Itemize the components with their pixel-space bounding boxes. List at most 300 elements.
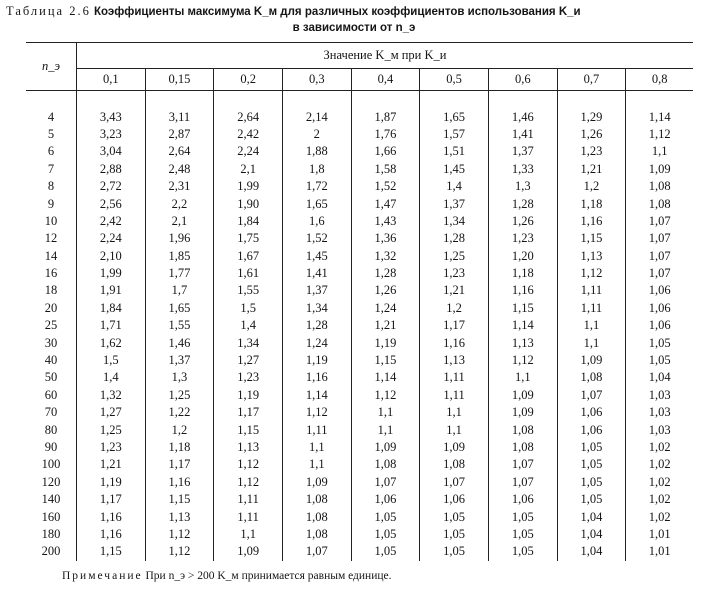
table-cell: 1,28 [351,265,420,282]
spacer-cell [77,91,146,109]
table-cell: 1,23 [557,143,626,160]
table-cell: 2,72 [77,178,146,195]
table-cell: 1,12 [557,265,626,282]
table-cell: 1,16 [557,213,626,230]
table-cell: 1,13 [145,508,214,525]
table-body [26,91,693,561]
table-cell: 1,04 [557,526,626,543]
table-cell: 1,20 [488,248,557,265]
table-cell: 1,61 [214,265,283,282]
table-cell: 2,88 [77,161,146,178]
row-label-ne: 80 [44,422,58,437]
table-cell: 1,85 [145,248,214,265]
table-row [26,508,693,525]
table-cell: 1,23 [77,439,146,456]
row-label-ne: 30 [44,335,58,350]
table-cell: 1,4 [420,178,489,195]
table-cell: 1,09 [488,404,557,421]
table-cell: 1,25 [145,387,214,404]
table-cell: 1,06 [351,491,420,508]
table-cell: 1,05 [420,508,489,525]
table-cell: 1,28 [420,230,489,247]
table-cell: 1,12 [626,126,693,143]
table-cell: 1,09 [420,439,489,456]
table-cell: 1,08 [282,526,351,543]
table-cell: 1,26 [557,126,626,143]
table-cell: 1,65 [282,195,351,212]
table-cell: 1,32 [77,387,146,404]
spacer-cell [557,91,626,109]
table-cell: 1,87 [351,108,420,125]
table-cell: 2,64 [145,143,214,160]
table-cell: 1,28 [282,317,351,334]
table-cell: 1,09 [488,387,557,404]
table-cell: 1,19 [214,387,283,404]
table-cell: 1,14 [488,317,557,334]
table-cell: 1,1 [351,421,420,438]
table-cell: 1,24 [282,334,351,351]
table-cell: 1,15 [351,352,420,369]
table-cell: 1,05 [488,543,557,560]
table-cell: 1,3 [488,178,557,195]
group-header: Значение K_м при K_и [77,43,694,69]
table-cell: 1,07 [626,248,693,265]
table-cell: 1,1 [626,143,693,160]
table-cell: 1,05 [351,543,420,560]
table-cell: 2,2 [145,195,214,212]
coefficient-table [26,42,693,561]
table-cell: 1,05 [488,526,557,543]
table-cell: 1,12 [351,387,420,404]
table-cell: 1,13 [214,439,283,456]
table-cell: 1,08 [351,456,420,473]
row-label-ne: 8 [47,179,55,194]
table-cell: 2 [282,126,351,143]
table-cell: 1,84 [77,300,146,317]
table-cell: 1,65 [145,300,214,317]
table-cell: 1,41 [488,126,557,143]
table-cell: 1,01 [626,526,693,543]
table-title: Коэффициенты максимума K_м для различных коэффициентов использования K_и [93,6,581,18]
table-cell: 1,17 [214,404,283,421]
spacer-cell [214,91,283,109]
table-cell: 1,07 [488,456,557,473]
table-cell: 1,05 [557,439,626,456]
spacer-row [26,91,693,109]
table-cell: 1,06 [626,317,693,334]
table-row [26,195,693,212]
table-cell: 1,09 [626,161,693,178]
table-cell: 1,02 [626,474,693,491]
table-cell: 1,1 [557,317,626,334]
table-cell: 3,11 [145,108,214,125]
table-cell: 3,04 [77,143,146,160]
table-cell: 2,14 [282,108,351,125]
row-label-ne: 14 [44,248,58,263]
column-header: 0,6 [488,69,557,91]
table-cell: 1,2 [557,178,626,195]
table-cell: 1,15 [488,300,557,317]
row-label-ne: 10 [44,213,58,228]
table-cell: 1,71 [77,317,146,334]
table-cell: 2,24 [214,143,283,160]
spacer-cell [26,91,77,109]
table-cell: 1,13 [557,248,626,265]
table-cell: 1,58 [351,161,420,178]
table-cell: 1,05 [420,543,489,560]
table-cell: 1,12 [214,474,283,491]
table-cell: 1,05 [557,491,626,508]
row-label-ne: 70 [44,405,58,420]
table-cell: 1,05 [488,508,557,525]
table-cell: 1,77 [145,265,214,282]
caption-line-1 [6,3,702,20]
table-cell: 1,16 [77,508,146,525]
row-label-ne: 20 [44,300,58,315]
table-cell: 1,99 [77,265,146,282]
table-cell: 1,11 [214,508,283,525]
table-cell: 1,07 [420,474,489,491]
table-row [26,369,693,386]
table-cell: 1,37 [145,352,214,369]
table-cell: 1,05 [626,352,693,369]
table-cell: 1,04 [557,543,626,560]
table-cell: 1,25 [77,421,146,438]
table-cell: 1,11 [214,491,283,508]
table-cell: 1,43 [351,213,420,230]
row-label-ne: 6 [47,144,55,159]
table-cell: 1,34 [282,300,351,317]
table-cell: 1,14 [282,387,351,404]
row-label-ne: 140 [41,492,61,507]
table-cell: 1,24 [351,300,420,317]
table-cell: 1,8 [282,161,351,178]
column-header: 0,1 [77,69,146,91]
table-cell: 1,12 [282,404,351,421]
table-cell: 1,96 [145,230,214,247]
table-cell: 1,52 [282,230,351,247]
table-cell: 1,13 [420,352,489,369]
row-label-ne: 7 [47,161,55,176]
table-cell: 1,17 [420,317,489,334]
table-row [26,126,693,143]
table-cell: 1,15 [77,543,146,560]
table-cell: 1,75 [214,230,283,247]
table-cell: 1,21 [557,161,626,178]
table-cell: 1,34 [214,334,283,351]
table-row [26,230,693,247]
table-cell: 2,1 [214,161,283,178]
table-cell: 1,07 [282,543,351,560]
table-cell: 1,1 [420,404,489,421]
footnote [62,570,392,582]
table-cell: 1,05 [420,526,489,543]
table-cell: 1,16 [420,334,489,351]
table-cell: 1,19 [282,352,351,369]
table-cell: 1,11 [557,300,626,317]
table-cell: 1,16 [282,369,351,386]
table-cell: 1,99 [214,178,283,195]
table-cell: 1,04 [557,508,626,525]
table-cell: 1,12 [145,543,214,560]
table-cell: 1,07 [626,230,693,247]
table-cell: 1,4 [77,369,146,386]
table-row [26,543,693,560]
table-cell: 1,2 [145,421,214,438]
table-cell: 1,21 [351,317,420,334]
table-cell: 1,08 [282,508,351,525]
column-header: 0,4 [351,69,420,91]
table-row [26,352,693,369]
row-header-ne: n_э [26,43,77,91]
table-cell: 1,23 [214,369,283,386]
row-label-ne: 200 [41,544,61,559]
table-cell: 1,91 [77,282,146,299]
table-cell: 1,06 [626,300,693,317]
table-row [26,421,693,438]
table-cell: 1,3 [145,369,214,386]
column-header: 0,2 [214,69,283,91]
table-cell: 1,21 [420,282,489,299]
table-cell: 1,19 [77,474,146,491]
table-cell: 1,05 [626,334,693,351]
table-cell: 1,27 [214,352,283,369]
row-label-ne: 160 [41,509,61,524]
table-cell: 1,36 [351,230,420,247]
table-row [26,161,693,178]
table-cell: 1,62 [77,334,146,351]
row-label-ne: 100 [41,457,61,472]
table-cell: 1,88 [282,143,351,160]
table-cell: 1,15 [214,421,283,438]
table-row [26,108,693,125]
table-cell: 1,08 [282,491,351,508]
table-cell: 1,1 [488,369,557,386]
table-cell: 2,10 [77,248,146,265]
table-cell: 1,12 [214,456,283,473]
table-cell: 2,64 [214,108,283,125]
table-cell: 1,27 [77,404,146,421]
table-cell: 1,1 [282,439,351,456]
spacer-cell [282,91,351,109]
table-cell: 1,18 [488,265,557,282]
table-cell: 3,23 [77,126,146,143]
column-header: 0,3 [282,69,351,91]
table-cell: 1,08 [626,195,693,212]
table-row [26,439,693,456]
spacer-cell [488,91,557,109]
table-cell: 1,12 [145,526,214,543]
spacer-cell [145,91,214,109]
table-cell: 1,05 [351,508,420,525]
table-cell: 2,42 [214,126,283,143]
table-cell: 2,56 [77,195,146,212]
table-cell: 1,18 [557,195,626,212]
table-row [26,456,693,473]
table-row [26,387,693,404]
table-cell: 2,1 [145,213,214,230]
table-cell: 3,43 [77,108,146,125]
table-cell: 1,15 [557,230,626,247]
table-row [26,143,693,160]
table-cell: 1,14 [626,108,693,125]
table-cell: 1,1 [351,404,420,421]
table-cell: 1,84 [214,213,283,230]
table-cell: 1,19 [351,334,420,351]
spacer-cell [420,91,489,109]
table-row [26,300,693,317]
table-cell: 1,90 [214,195,283,212]
table-cell: 1,5 [214,300,283,317]
table-cell: 1,08 [626,178,693,195]
table-cell: 1,6 [282,213,351,230]
row-label-ne: 120 [41,474,61,489]
table-cell: 1,14 [351,369,420,386]
row-label-ne: 16 [44,266,58,281]
table-cell: 1,02 [626,491,693,508]
table-cell: 1,4 [214,317,283,334]
row-label-ne: 4 [47,109,55,124]
table-row [26,491,693,508]
table-cell: 1,37 [282,282,351,299]
table-cell: 1,16 [77,526,146,543]
table-cell: 1,22 [145,404,214,421]
row-label-ne: 12 [44,231,58,246]
table-cell: 1,17 [145,456,214,473]
table-cell: 1,06 [488,491,557,508]
table-cell: 1,41 [282,265,351,282]
row-label-ne: 90 [44,440,58,454]
row-label-ne: 180 [41,526,61,541]
table-cell: 1,32 [351,248,420,265]
table-row [26,178,693,195]
table-cell: 1,07 [626,213,693,230]
table-cell: 1,55 [145,317,214,334]
table-cell: 1,06 [557,421,626,438]
row-label-ne: 25 [44,318,58,333]
table-cell: 2,24 [77,230,146,247]
table-cell: 1,11 [282,421,351,438]
table-cell: 1,34 [420,213,489,230]
table-cell: 1,08 [420,456,489,473]
table-cell: 1,16 [145,474,214,491]
row-label-ne: 40 [44,353,58,368]
table-cell: 1,05 [557,456,626,473]
table-cell: 1,37 [488,143,557,160]
table-cell: 1,28 [488,195,557,212]
table-cell: 1,25 [420,248,489,265]
table-cell: 1,11 [420,387,489,404]
table-cell: 1,1 [557,334,626,351]
table-cell: 1,08 [488,439,557,456]
table-cell: 1,1 [282,456,351,473]
row-label-ne: 18 [44,283,58,298]
table-cell: 1,02 [626,439,693,456]
column-header: 0,8 [626,69,693,91]
table-cell: 1,07 [488,474,557,491]
table-cell: 1,51 [420,143,489,160]
table-cell: 1,04 [626,369,693,386]
table-row [26,282,693,299]
table-cell: 1,03 [626,421,693,438]
row-label-ne: 50 [44,370,58,385]
spacer-cell [351,91,420,109]
table-row [26,526,693,543]
table-cell: 1,05 [557,474,626,491]
table-cell: 1,07 [351,474,420,491]
table-cell: 1,09 [557,352,626,369]
table-cell: 1,03 [626,404,693,421]
table-cell: 1,06 [626,282,693,299]
table-row [26,265,693,282]
column-header: 0,5 [420,69,489,91]
table-cell: 1,07 [626,265,693,282]
table-caption [6,3,702,36]
table-cell: 1,08 [557,369,626,386]
table-cell: 1,52 [351,178,420,195]
table-cell: 1,23 [488,230,557,247]
table-row [26,248,693,265]
table-cell: 1,01 [626,543,693,560]
table-cell: 1,06 [420,491,489,508]
table-row [26,213,693,230]
table-cell: 1,23 [420,265,489,282]
table-cell: 1,1 [214,526,283,543]
table-cell: 1,11 [557,282,626,299]
table-cell: 1,46 [488,108,557,125]
table-cell: 1,72 [282,178,351,195]
table-cell: 1,09 [282,474,351,491]
table-cell: 1,66 [351,143,420,160]
table-cell: 1,05 [351,526,420,543]
table-cell: 1,13 [488,334,557,351]
column-header: 0,15 [145,69,214,91]
table-cell: 1,37 [420,195,489,212]
table-row [26,317,693,334]
table-row [26,404,693,421]
header-row-group [26,43,693,69]
table-cell: 1,09 [214,543,283,560]
row-label-ne: 60 [44,387,58,402]
table-cell: 1,16 [488,282,557,299]
table-cell: 1,5 [77,352,146,369]
table-cell: 1,1 [420,421,489,438]
table-cell: 2,42 [77,213,146,230]
table-cell: 1,03 [626,387,693,404]
table-cell: 1,26 [351,282,420,299]
table-cell: 1,33 [488,161,557,178]
table-cell: 1,65 [420,108,489,125]
table-cell: 1,08 [488,421,557,438]
table-cell: 1,09 [351,439,420,456]
table-cell: 2,31 [145,178,214,195]
table-cell: 1,18 [145,439,214,456]
table-cell: 1,11 [420,369,489,386]
table-cell: 1,02 [626,508,693,525]
table-cell: 1,29 [557,108,626,125]
table-row [26,334,693,351]
footnote-label: Примечание [62,570,143,582]
table-cell: 1,67 [214,248,283,265]
table-cell: 1,26 [488,213,557,230]
header-row-columns [26,69,693,91]
table-cell: 1,2 [420,300,489,317]
table-cell: 1,06 [557,404,626,421]
table-cell: 1,07 [557,387,626,404]
table-cell: 1,45 [420,161,489,178]
table-cell: 1,7 [145,282,214,299]
table-cell: 1,55 [214,282,283,299]
